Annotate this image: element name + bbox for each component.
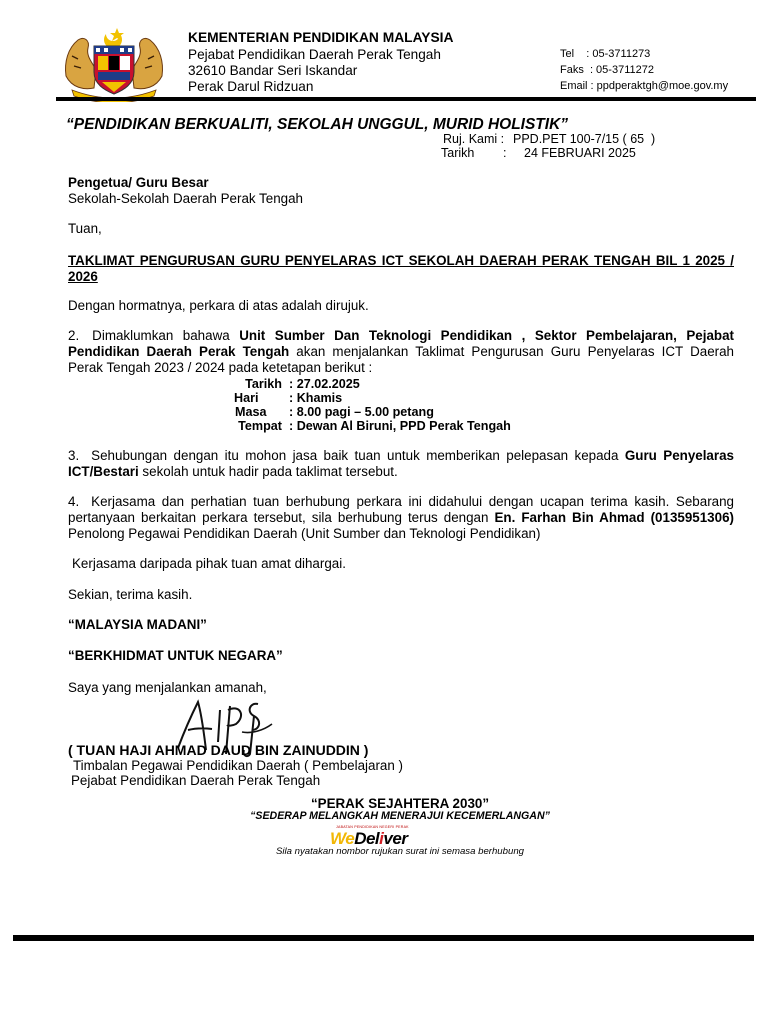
- opening-paragraph: Dengan hormatnya, perkara di atas adalah dirujuk.: [68, 298, 369, 313]
- salutation: Tuan,: [68, 221, 102, 236]
- office-name: Pejabat Pendidikan Daerah Perak Tengah: [188, 47, 441, 62]
- appreciation-paragraph: Kerjasama daripada pihak tuan amat dihargai.: [72, 556, 346, 571]
- recipient-title: Pengetua/ Guru Besar: [68, 175, 209, 190]
- letter-subject: TAKLIMAT PENGURUSAN GURU PENYELARAS ICT SEKOLAH DAERAH PERAK TENGAH BIL 1 2025 / 2026: [68, 253, 734, 284]
- detail-key: Tempat: [238, 419, 282, 433]
- footer-rule: [13, 935, 754, 941]
- footer-perak-slogan: “PERAK SEJAHTERA 2030”: [310, 796, 490, 811]
- paragraph-number: 3.: [68, 448, 80, 463]
- coat-of-arms-logo: [62, 26, 166, 102]
- slogan-malaysia-madani: “MALAYSIA MADANI”: [68, 617, 207, 632]
- wedeliver-logo: [330, 830, 407, 847]
- detail-row-day: [230, 391, 342, 405]
- wedeliver-logo-ver: ver: [383, 829, 408, 848]
- detail-value: : 8.00 pagi – 5.00 petang: [289, 405, 434, 419]
- footer-reference-note: Sila nyatakan nombor rujukan surat ini semasa berhubung: [276, 846, 524, 857]
- detail-key: Masa: [235, 405, 267, 419]
- paragraph-text: akan menjalankan Taklimat Pengurusan Guru Penyelaras ICT Daerah Perak Tengah 2023 / 2024 pada ketetapan berikut :: [68, 344, 734, 375]
- address-line-2: Perak Darul Ridzuan: [188, 79, 314, 94]
- date-label: Tarikh: [441, 146, 475, 160]
- wedeliver-logo-caption: JABATAN PENDIDIKAN NEGERI PERAK: [336, 825, 409, 829]
- paragraph-3: [68, 448, 734, 480]
- signatory-position: Timbalan Pegawai Pendidikan Daerah ( Pembelajaran ): [73, 758, 403, 773]
- detail-row-date: [230, 377, 360, 391]
- detail-key: Tarikh: [245, 377, 282, 391]
- date-colon: :: [503, 146, 507, 160]
- paragraph-text: Dimaklumkan bahawa: [92, 328, 240, 343]
- detail-value: : 27.02.2025: [289, 377, 360, 391]
- wedeliver-logo-we: We: [330, 829, 355, 848]
- paragraph-bold-text: En. Farhan Bin Ahmad (0135951306): [494, 510, 734, 525]
- fax-number: Faks : 05-3711272: [560, 64, 654, 76]
- vision-motto: “PENDIDIKAN BERKUALITI, SEKOLAH UNGGUL, MURID HOLISTIK”: [66, 116, 569, 133]
- address-line-1: 32610 Bandar Seri Iskandar: [188, 63, 358, 78]
- signatory-name: ( TUAN HAJI AHMAD DAUD BIN ZAINUDDIN ): [68, 742, 369, 758]
- detail-row-time: [230, 405, 434, 419]
- detail-value: : Dewan Al Biruni, PPD Perak Tengah: [289, 419, 511, 433]
- email-address: Email : ppdperaktgh@moe.gov.my: [560, 80, 729, 92]
- reference-number: PPD.PET 100-7/15 ( 65 ): [513, 132, 656, 146]
- paragraph-text: Sehubungan dengan itu mohon jasa baik tuan untuk memberikan pelepasan kepada: [91, 448, 625, 463]
- letter-date: 24 FEBRUARI 2025: [524, 146, 636, 160]
- signoff-line: Saya yang menjalankan amanah,: [68, 680, 267, 695]
- paragraph-bold-text: Guru Penyelaras ICT/Bestari: [68, 448, 734, 479]
- detail-key: Hari: [234, 391, 259, 405]
- paragraph-text: Penolong Pegawai Pendidikan Daerah (Unit Sumber dan Teknologi Pendidikan): [68, 526, 541, 541]
- footer-tagline: “SEDERAP MELANGKAH MENERAJUI KECEMERLANGAN”: [250, 810, 550, 822]
- wedeliver-logo-del: Del: [354, 829, 380, 848]
- slogan-berkhidmat: “BERKHIDMAT UNTUK NEGARA”: [68, 648, 283, 663]
- detail-row-venue: [230, 419, 511, 433]
- ministry-name: KEMENTERIAN PENDIDIKAN MALAYSIA: [188, 30, 454, 45]
- header-rule: [56, 97, 756, 101]
- paragraph-2: [68, 328, 734, 376]
- paragraph-number: 2.: [68, 328, 80, 343]
- reference-label: Ruj. Kami :: [443, 132, 505, 146]
- closing-line: Sekian, terima kasih.: [68, 587, 193, 602]
- wedeliver-logo-i: i: [379, 829, 384, 848]
- paragraph-text: sekolah untuk hadir pada taklimat tersebut.: [138, 464, 398, 479]
- paragraph-text: Kerjasama dan perhatian tuan berhubung perkara ini didahului dengan ucapan terima kasih. Sebarang pertanyaan berkaitan perkara tersebut, sila berhubung terus dengan: [68, 494, 734, 525]
- paragraph-4: [68, 494, 734, 542]
- paragraph-number: 4.: [68, 494, 80, 509]
- recipient-schools: Sekolah-Sekolah Daerah Perak Tengah: [68, 191, 303, 206]
- signatory-office: Pejabat Pendidikan Daerah Perak Tengah: [71, 773, 321, 788]
- tel-number: Tel : 05-3711273: [560, 48, 651, 60]
- paragraph-bold-text: Unit Sumber Dan Teknologi Pendidikan , Sektor Pembelajaran, Pejabat Pendidikan Daerah Perak Tengah: [68, 328, 734, 359]
- detail-value: : Khamis: [289, 391, 343, 405]
